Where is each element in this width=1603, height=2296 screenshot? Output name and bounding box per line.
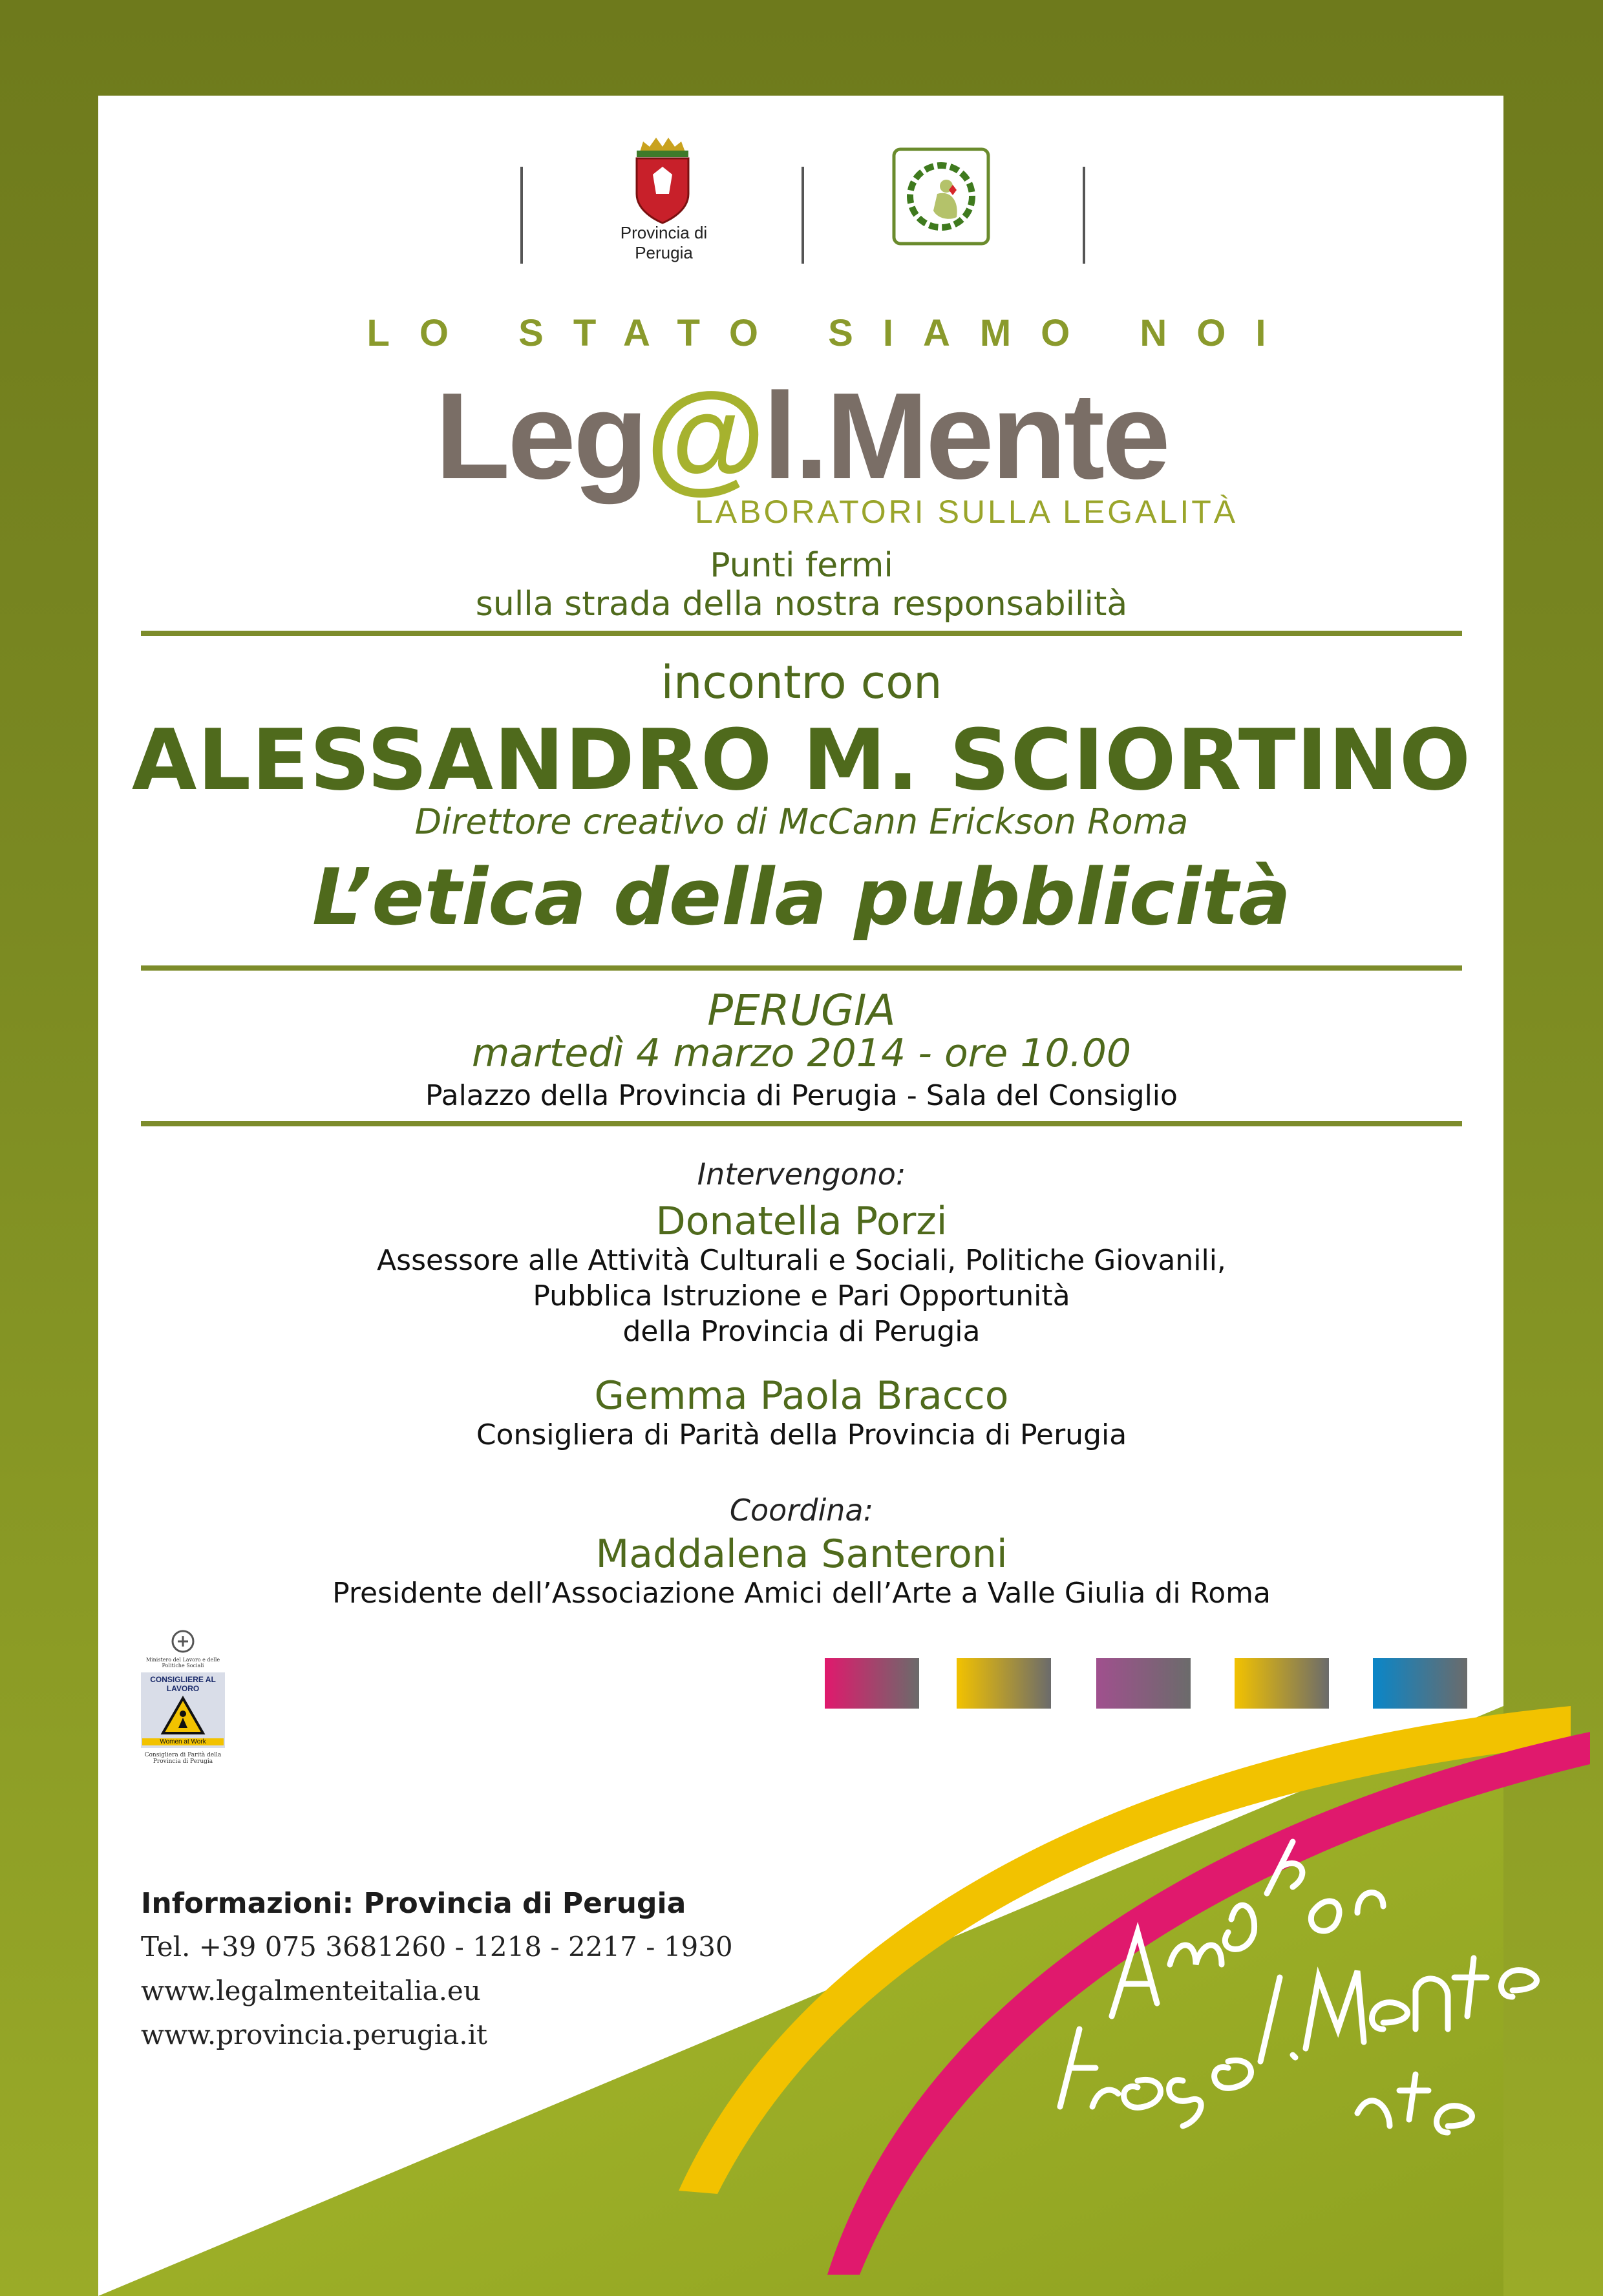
event-city: PERUGIA	[707, 985, 896, 1035]
info-web-2[interactable]: www.provincia.perugia.it	[141, 2019, 487, 2050]
tagline: LO STATO SIAMO NOI	[366, 312, 1296, 354]
brand-left: Leg	[435, 368, 646, 505]
divider-rule	[141, 1121, 1462, 1126]
badge-card	[141, 1672, 225, 1748]
badge-subtitle: Women at Work	[142, 1738, 224, 1745]
divider-rule	[141, 631, 1462, 636]
color-swatch-4	[1235, 1658, 1329, 1709]
speaker-1-role: Pubblica Istruzione e Pari Opportunità	[533, 1280, 1070, 1312]
info-heading: Informazioni: Provincia di Perugia	[141, 1887, 686, 1920]
badge-title: CONSIGLIERE AL LAVORO	[150, 1675, 216, 1693]
divider-rule	[141, 965, 1462, 971]
speaker-2-name: Gemma Paola Bracco	[594, 1373, 1009, 1418]
intro-text: incontro con	[661, 656, 942, 709]
brand-at: @	[645, 368, 763, 505]
coordinator-label: Coordina:	[729, 1493, 874, 1528]
badge-caption: Consigliera di Parità della Provincia di Perugia	[144, 1752, 222, 1765]
province-crest-icon	[627, 132, 698, 229]
motto-line-2: sulla strada della nostra responsabilità	[475, 585, 1128, 624]
event-venue: Palazzo della Provincia di Perugia - Sala del Consiglio	[425, 1079, 1178, 1112]
motto-line-1: Punti fermi	[710, 546, 893, 585]
speaker-1-role: Assessore alle Attività Culturali e Sociali, Politiche Giovanili,	[377, 1244, 1226, 1277]
speaker-1-name: Donatella Porzi	[655, 1199, 948, 1244]
color-swatch-2	[957, 1658, 1051, 1709]
speaker-role: Direttore creativo di McCann Erickson Roma	[414, 801, 1189, 842]
divider-line	[520, 167, 523, 264]
divider-line	[1083, 167, 1085, 264]
speaker-1-role: della Provincia di Perugia	[622, 1315, 981, 1348]
badge-ministry: Ministero del Lavoro e delle Politiche Sociali	[145, 1657, 220, 1669]
event-date: martedì 4 marzo 2014 - ore 10.00	[471, 1031, 1132, 1076]
color-swatch-3	[1096, 1658, 1191, 1709]
brand-wordmark	[0, 368, 1603, 505]
info-phone: Tel. +39 075 3681260 - 1218 - 2217 - 1930	[141, 1931, 733, 1963]
info-web-1[interactable]: www.legalmenteitalia.eu	[141, 1975, 481, 2006]
panel-label: Intervengono:	[697, 1157, 906, 1192]
divider-line	[802, 167, 804, 264]
ministry-badge	[141, 1628, 225, 1796]
brand-subtitle: LABORATORI SULLA LEGALITÀ	[695, 494, 1238, 530]
coordinator-name: Maddalena Santeroni	[595, 1532, 1008, 1577]
emblem-icon	[170, 1628, 196, 1654]
talk-title: L’etica della pubblicità	[312, 853, 1291, 943]
coordinator-role: Presidente dell’Associazione Amici dell’Arte a Valle Giulia di Roma	[332, 1577, 1271, 1610]
brand-right: l.Mente	[763, 368, 1168, 505]
speaker-name: ALESSANDRO M. SCIORTINO	[131, 711, 1472, 809]
lo-stato-siamo-noi-logo	[892, 147, 990, 246]
color-swatch-1	[825, 1658, 919, 1709]
warning-sign-icon	[160, 1696, 206, 1736]
color-swatch-5	[1373, 1658, 1467, 1709]
speaker-2-role: Consigliera di Parità della Provincia di Perugia	[476, 1418, 1127, 1451]
province-caption: Provincia di Perugia	[620, 223, 708, 262]
